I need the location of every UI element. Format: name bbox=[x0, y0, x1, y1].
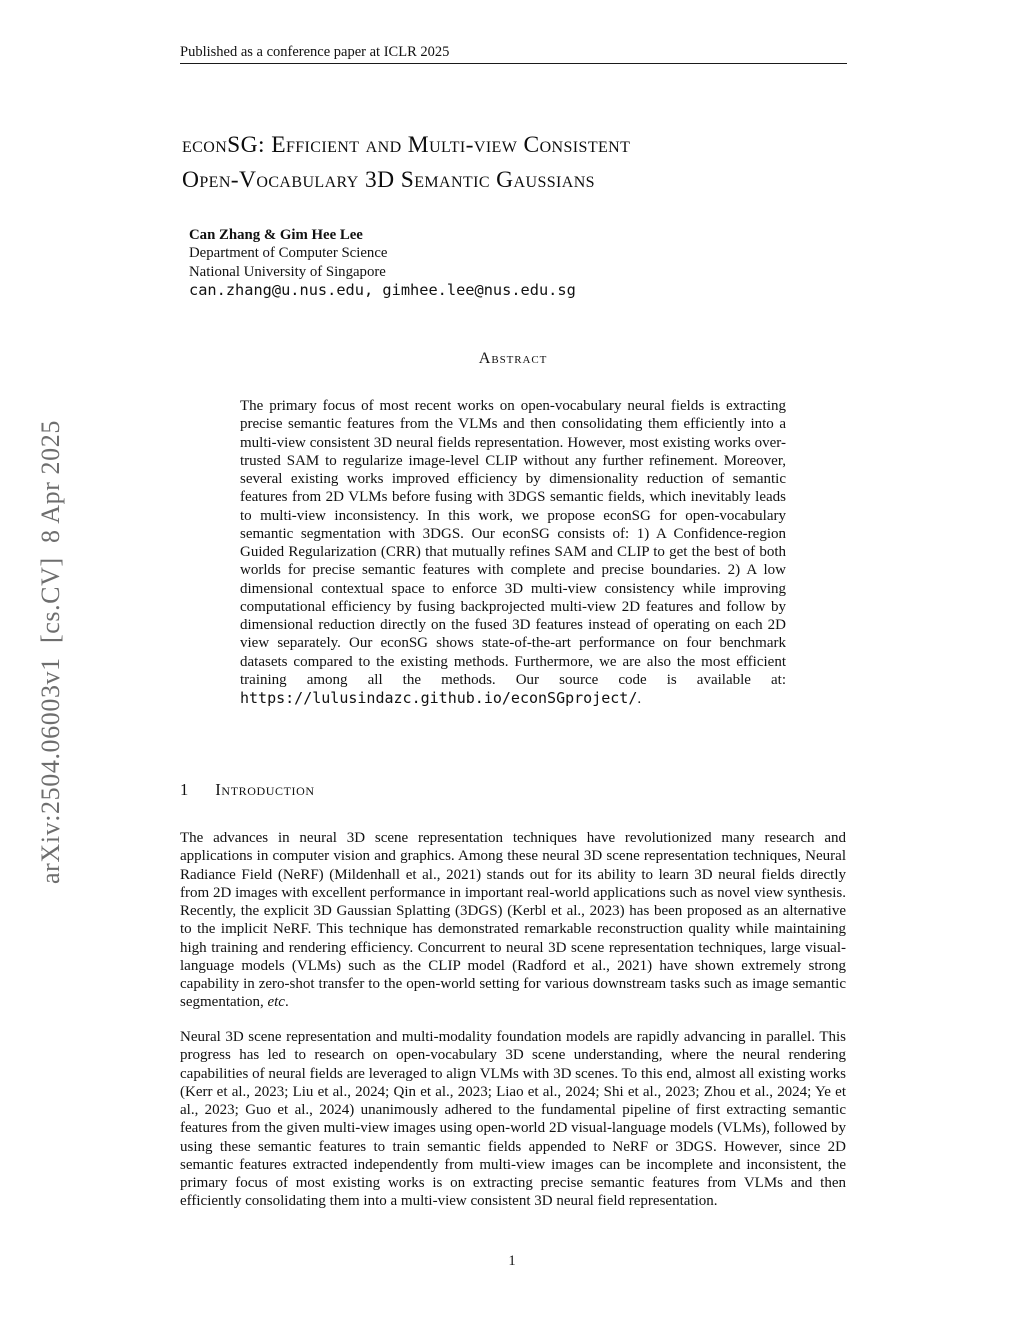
section-number: 1 bbox=[180, 780, 189, 799]
conference-header: Published as a conference paper at ICLR 2025 bbox=[180, 44, 450, 60]
author-department: Department of Computer Science bbox=[189, 245, 388, 262]
author-names: Can Zhang & Gim Hee Lee bbox=[189, 227, 363, 243]
intro-paragraph-2: Neural 3D scene representation and multi-modality foundation models are rapidly advancing in parallel. This progress has led to research on open-vocabulary 3D scene understanding, where the neural rendering capabilities of neural fields are leveraged to align VLMs with 3D scenes. To this end, almost all existing works (Kerr et al., 2023; Liu et al., 2024; Qin et al., 2023; Liao et al., 2024; Shi et al., 2023; Zhou et al., 2024; Ye et al., 2023; Guo et al., 2024) unanimously adhered to the fundamental pipeline of first extracting semantic features from the given multi-view images using open-world 2D visual-language models (VLMs), followed by using these semantic features to train semantic fields appended to NeRF or 3DGS. However, since 2D semantic features extracted independently from multi-view images can be incomplete and inconsistent, the primary focus of most existing works is on extracting precise semantic features from VLMs and then efficiently consolidating them into a multi-view consistent 3D neural field representation. bbox=[180, 1029, 846, 1210]
author-block bbox=[189, 226, 576, 300]
intro-paragraph-1-text: The advances in neural 3D scene representation techniques have revolutionized many research and applications in computer vision and graphics. Among these neural 3D scene representation techniques, Neural Radiance Field (NeRF) (Mildenhall et al., 2021) stands out for its ability to learn 3D neural fields directly from 2D images with excellent performance in important real-world applications such as novel view synthesis. Recently, the explicit 3D Gaussian Splatting (3DGS) (Kerbl et al., 2023) has been proposed as an alternative to the implicit NeRF. This technique has demonstrated remarkable reconstruction quality while maintaining high training and rendering efficiency. Concurrent to neural 3D scene representation techniques, large visual-language models (VLMs) such as the CLIP model (Radford et al., 2021) have shown extremely strong capability in zero-shot transfer to the open-world setting for various downstream tasks such as image semantic segmentation, bbox=[180, 830, 846, 1011]
header-rule bbox=[180, 63, 847, 64]
etc-italic: etc bbox=[267, 994, 285, 1011]
intro-paragraph-1-period: . bbox=[284, 994, 289, 1011]
author-affiliation: National University of Singapore bbox=[189, 263, 386, 280]
paper-title bbox=[182, 128, 872, 198]
paper-title-line2: Open-Vocabulary 3D Semantic Gaussians bbox=[182, 167, 595, 193]
page-number: 1 bbox=[508, 1253, 516, 1269]
section-title: Introduction bbox=[215, 780, 315, 799]
arxiv-watermark: arXiv:2504.06003v1 [cs.CV] 8 Apr 2025 bbox=[36, 420, 65, 884]
author-emails: can.zhang@u.nus.edu, gimhee.lee@nus.edu.sg bbox=[189, 281, 576, 300]
paper-url-link[interactable]: https://lulusindazc.github.io/econSGproject/ bbox=[240, 689, 638, 707]
abstract-heading: Abstract bbox=[478, 349, 548, 367]
intro-paragraph-1 bbox=[180, 829, 846, 1012]
paper-title-line1: econSG: Efficient and Multi-view Consistent bbox=[182, 132, 631, 158]
abstract-url-period: . bbox=[637, 691, 642, 707]
abstract-text-main: The primary focus of most recent works on open-vocabulary neural fields is extracting precise semantic features from the VLMs and then consolidating them efficiently into a multi-view consistent 3D neural fields representation. However, most existing works over-trusted SAM to regularize image-level CLIP without any further refinement. Moreover, several existing works improved efficiency by dimensionality reduction of semantic features from 2D VLMs before fusing with 3DGS semantic fields, which inevitably leads to multi-view inconsistency. In this work, we propose econSG for open-vocabulary semantic segmentation with 3DGS. Our econSG consists of: 1) A Confidence-region Guided Regularization (CRR) that mutually refines SAM and CLIP to get the best of both worlds for precise semantic features with complete and precise boundaries. 2) A low dimensional contextual space to enforce 3D multi-view consistency while improving computational efficiency by fusing backprojected multi-view 2D features and follow by dimensional reduction directly on the fused 3D features instead of operating on each 2D view separately. Our econSG shows state-of-the-art performance on four benchmark datasets compared to the existing methods. Furthermore, we are also the most efficient training among all the methods. Our source code is available at: bbox=[240, 398, 786, 688]
abstract-text bbox=[240, 397, 786, 708]
section-1-heading bbox=[180, 780, 315, 800]
